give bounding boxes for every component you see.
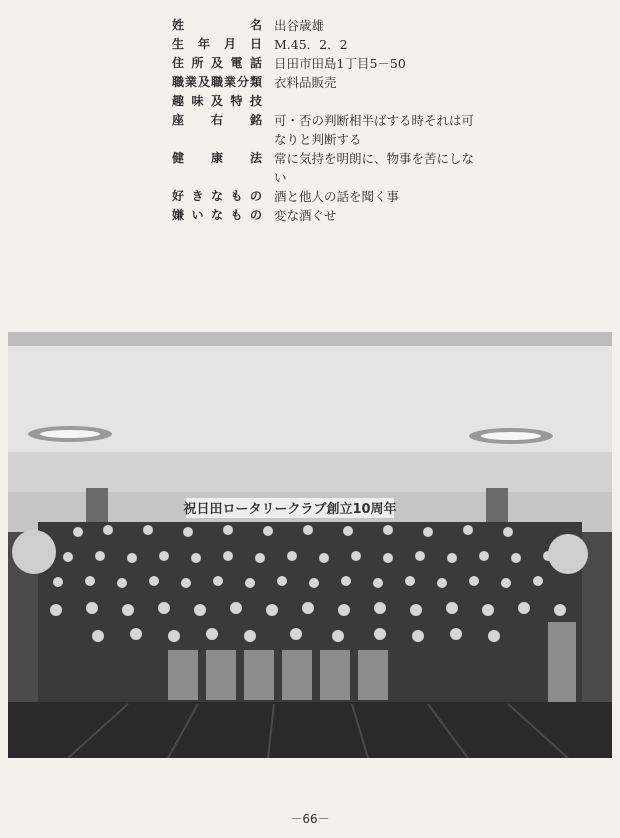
label-occupation: 職業及職業分類 <box>172 75 262 89</box>
label-birthdate: 生年月日 <box>172 37 262 51</box>
value-hobby <box>274 92 484 111</box>
value-dislikes: 変な酒ぐせ <box>274 208 337 223</box>
label-name: 姓名 <box>172 18 262 32</box>
value-health: 常に気持を明朗に、物事を苦にしない <box>274 151 475 185</box>
label-address: 住所及電話 <box>172 56 262 70</box>
label-health: 健康法 <box>172 151 262 165</box>
value-name: 出谷歳雄 <box>274 18 325 33</box>
flower-arrangement <box>12 530 56 574</box>
flower-arrangement <box>548 534 588 574</box>
ceiling-light-inner <box>481 432 541 440</box>
group-photo-image <box>8 332 612 758</box>
wall-upper <box>8 452 612 492</box>
label-motto: 座右銘 <box>172 113 262 127</box>
profile-row-birthdate <box>172 35 484 54</box>
profile-row-occupation <box>172 73 484 92</box>
value-likes: 酒と他人の話を聞く事 <box>274 189 400 204</box>
profile-section <box>172 16 484 225</box>
ceiling-light-inner <box>40 430 100 438</box>
group-photo <box>8 332 612 758</box>
profile-row-address <box>172 54 484 73</box>
label-dislikes: 嫌いなもの <box>172 208 262 222</box>
profile-row-health <box>172 149 484 187</box>
profile-row-hobby <box>172 92 484 111</box>
profile-row-motto <box>172 111 484 149</box>
profile-row-dislikes <box>172 206 484 225</box>
value-occupation: 衣料品販売 <box>274 75 337 90</box>
value-motto: 可・否の判断相半ばする時それは可なりと判断する <box>274 113 475 147</box>
page-number: －66－ <box>290 812 330 826</box>
banner-text: 祝日田ロータリークラブ創立10周年 <box>183 502 397 517</box>
label-likes: 好きなもの <box>172 189 262 203</box>
profile-row-likes <box>172 187 484 206</box>
profile-row-name <box>172 16 484 35</box>
value-address: 日田市田島1丁目5－50 <box>274 56 406 71</box>
label-hobby: 趣味及特技 <box>172 94 262 108</box>
value-birthdate: M.45．2．2 <box>274 37 348 52</box>
ceiling-edge <box>8 332 612 346</box>
